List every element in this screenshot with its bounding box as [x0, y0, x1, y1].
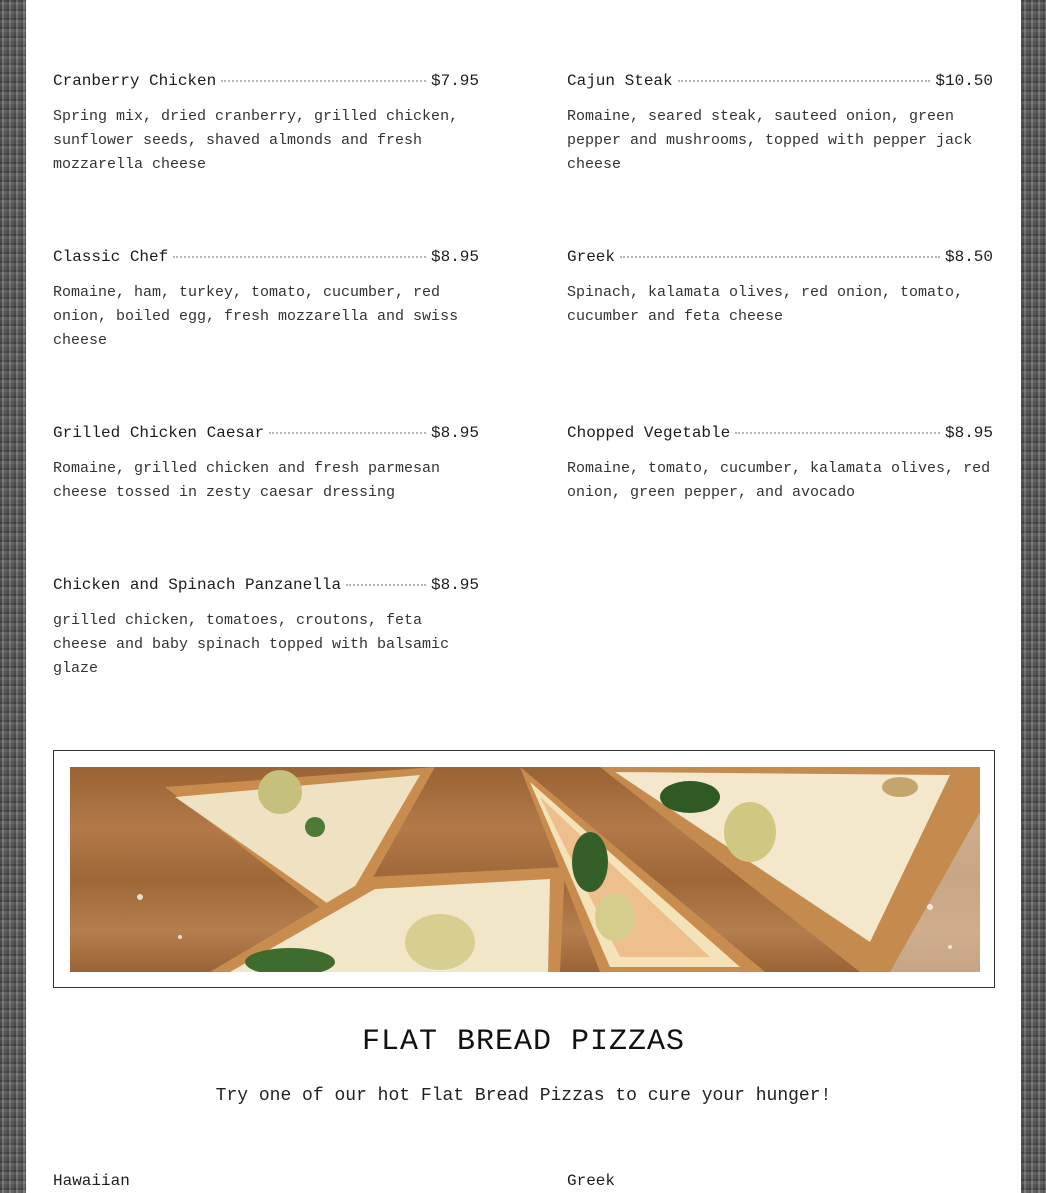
leader-dots — [269, 432, 426, 434]
item-description: Romaine, seared steak, sauteed onion, green pepper and mushrooms, topped with pepper jack cheese — [567, 108, 973, 173]
item-name: Classic Chef — [53, 248, 169, 266]
item-price: $8.95 — [430, 576, 479, 594]
menu-item — [53, 71, 479, 177]
menu-item — [53, 575, 479, 681]
menu-item — [53, 247, 479, 353]
item-description: Romaine, ham, turkey, tomato, cucumber, red onion, boiled egg, fresh mozzarella and swiss cheese — [53, 284, 459, 349]
pizza-item-name: Greek — [567, 1172, 616, 1190]
leader-dots — [735, 432, 940, 434]
menu-page — [26, 0, 1021, 1193]
item-description: Romaine, tomato, cucumber, kalamata olives, red onion, green pepper, and avocado — [567, 460, 991, 501]
item-price: $7.95 — [430, 72, 479, 90]
item-price: $8.95 — [430, 248, 479, 266]
item-price: $8.50 — [944, 248, 993, 266]
flatbread-pizza-image — [70, 767, 980, 972]
section-subtitle: Try one of our hot Flat Bread Pizzas to cure your hunger! — [215, 1086, 832, 1106]
item-name: Chicken and Spinach Panzanella — [53, 576, 342, 594]
item-description: Spinach, kalamata olives, red onion, tomato, cucumber and feta cheese — [567, 284, 964, 325]
item-name: Cajun Steak — [567, 72, 673, 90]
menu-item — [567, 71, 993, 177]
leader-dots — [678, 80, 931, 82]
menu-item — [567, 423, 993, 505]
menu-item — [53, 423, 479, 505]
item-description: grilled chicken, tomatoes, croutons, feta cheese and baby spinach topped with balsamic glaze — [53, 612, 450, 677]
item-description: Romaine, grilled chicken and fresh parmesan cheese tossed in zesty caesar dressing — [53, 460, 441, 501]
item-description: Spring mix, dried cranberry, grilled chicken, sunflower seeds, shaved almonds and fresh mozzarella cheese — [53, 108, 459, 173]
leader-dots — [173, 256, 426, 258]
item-price: $10.50 — [935, 72, 993, 90]
section-title: FLAT BREAD PIZZAS — [361, 1025, 686, 1059]
item-price: $8.95 — [944, 424, 993, 442]
item-price: $8.95 — [430, 424, 479, 442]
menu-item — [567, 247, 993, 329]
item-name: Cranberry Chicken — [53, 72, 217, 90]
item-name: Chopped Vegetable — [567, 424, 731, 442]
pizza-item-name: Hawaiian — [53, 1172, 130, 1190]
leader-dots — [620, 256, 940, 258]
banner-frame — [53, 750, 995, 988]
item-name: Greek — [567, 248, 616, 266]
leader-dots — [221, 80, 426, 82]
leader-dots — [346, 584, 426, 586]
item-name: Grilled Chicken Caesar — [53, 424, 265, 442]
